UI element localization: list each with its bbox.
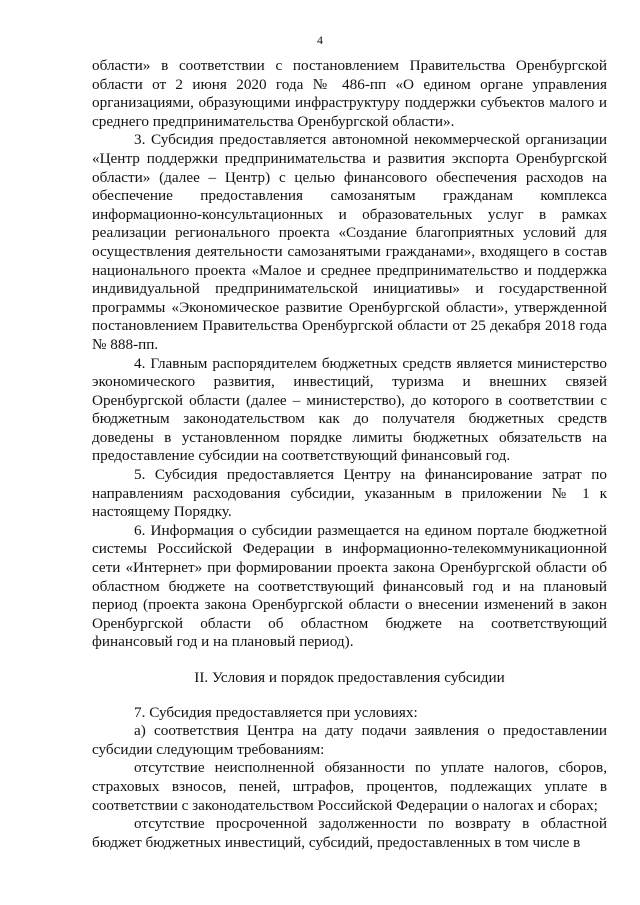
document-body	[92, 57, 607, 852]
paragraph-5: 5. Субсидия предоставляется Центру на финансирование затрат по направлениям расходования субсидии, указанным в приложении № 1 к настоящему Порядку.	[92, 466, 607, 521]
page-number: 4	[317, 33, 323, 47]
requirement-debt: отсутствие просроченной задолженности по возврату в областной бюджет бюджетных инвестиций, субсидий, предоставленных в том числе в	[92, 815, 607, 851]
paragraph-continuation: области» в соответствии с постановлением Правительства Оренбургской области от 2 июня 2020 года № 486-пп «О едином органе управления организациями, образующими инфраструктуру поддержки субъектов малого и среднего предпринимательства Оренбургской области».	[92, 57, 607, 130]
requirement-taxes: отсутствие неисполненной обязанности по уплате налогов, сборов, страховых взносов, пеней, штрафов, процентов, подлежащих уплате в соответствии с законодательством Российской Федерации о налогах и сборах;	[92, 759, 607, 814]
paragraph-3: 3. Субсидия предоставляется автономной некоммерческой организации «Центр поддержки предпринимательства и развития экспорта Оренбургской области» (далее – Центр) с целью финансового обеспечения расходов на обеспечение предоставления самозанятым гражданам комплекса информационно-консультационных и образовательных услуг в рамках реализации регионального проекта «Создание благоприятных условий для осуществления деятельности самозанятыми гражданами», входящего в состав национального проекта «Малое и среднее предпринимательство и поддержка индивидуальной предпринимательской инициативы» и государственной программы «Экономическое развитие Оренбургской области», утвержденной постановлением Правительства Оренбургской области от 25 декабря 2018 года № 888-пп.	[92, 131, 607, 353]
paragraph-6: 6. Информация о субсидии размещается на едином портале бюджетной системы Российской Федерации в информационно-телекоммуникационной сети «Интернет» при формировании проекта закона Оренбургской области об областном бюджете на соответствующий финансовый год и на плановый период (проекта закона Оренбургской области о внесении изменений в закон Оренбургской области об областном бюджете на соответствующий финансовый год и на плановый период).	[92, 521, 607, 651]
section-heading: II. Условия и порядок предоставления субсидии	[194, 669, 505, 686]
paragraph-7a: а) соответствия Центра на дату подачи заявления о предоставлении субсидии следующим требованиям:	[92, 722, 607, 758]
paragraph-7: 7. Субсидия предоставляется при условиях:	[134, 703, 418, 721]
paragraph-4: 4. Главным распорядителем бюджетных средств является министерство экономического развития, инвестиций, туризма и внешних связей Оренбургской области (далее – министерство), до которого в соответствии с бюджетным законодательством как до получателя бюджетных средств доведены в установленном порядке лимиты бюджетных обязательств на предоставление субсидии на соответствующий финансовый год.	[92, 354, 607, 465]
